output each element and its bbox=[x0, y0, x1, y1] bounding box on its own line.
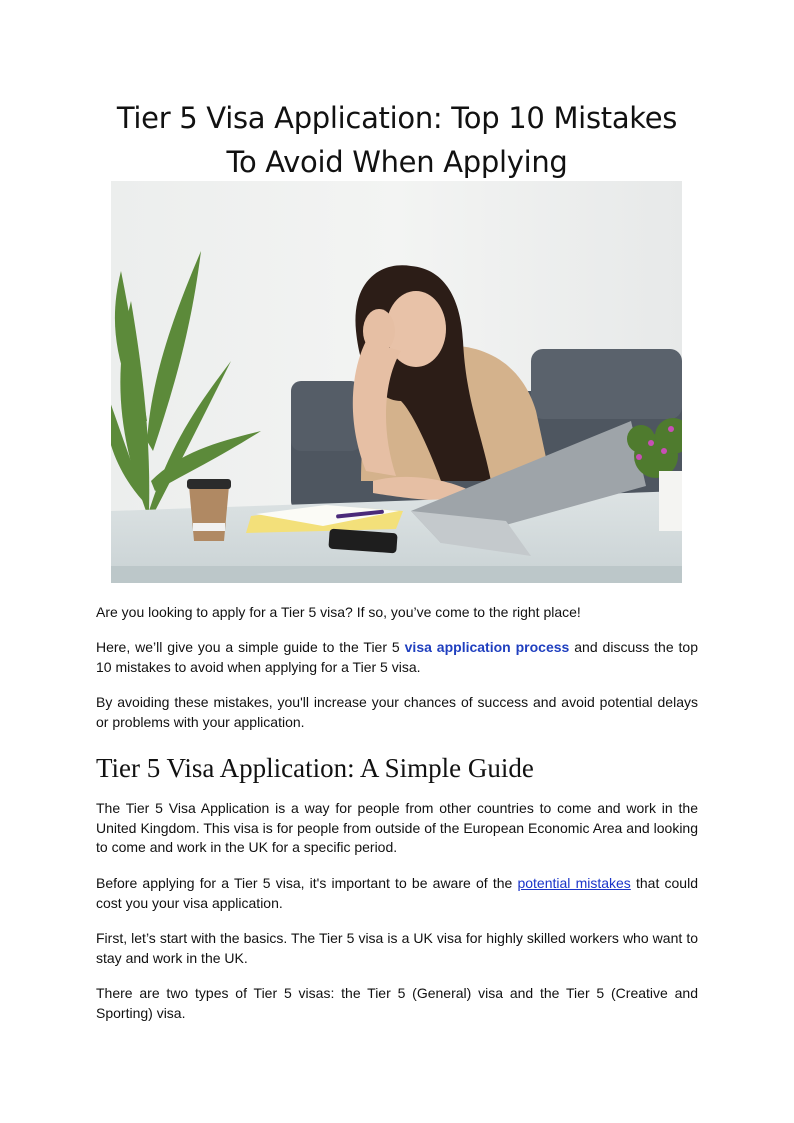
title-line-2: To Avoid When Applying bbox=[226, 145, 568, 179]
intro-paragraph-1: Are you looking to apply for a Tier 5 visa? If so, you’ve come to the right place! bbox=[96, 604, 581, 620]
intro-paragraph-2 bbox=[96, 638, 698, 677]
section-p2-text-after: that could cost you your visa application. bbox=[96, 875, 698, 911]
woman-at-laptop-stressed-photo-icon bbox=[111, 181, 682, 583]
title-line-1: Tier 5 Visa Application: Top 10 Mistakes bbox=[116, 101, 678, 135]
potential-mistakes-link[interactable]: potential mistakes bbox=[517, 875, 631, 891]
intro-paragraph-3: By avoiding these mistakes, you'll increase your chances of success and avoid potential delays or problems with your application. bbox=[96, 694, 698, 730]
intro-p2-text-after: and discuss the top 10 mistakes to avoid when applying for a Tier 5 visa. bbox=[96, 639, 699, 675]
hero-image bbox=[111, 181, 682, 583]
intro-p2-text-before: Here, we’ll give you a simple guide to the Tier 5 bbox=[96, 639, 405, 655]
page-title bbox=[60, 96, 734, 184]
section-paragraph-3: First, let’s start with the basics. The Tier 5 visa is a UK visa for highly skilled workers who want to stay and work in the UK. bbox=[96, 930, 698, 966]
section-heading: Tier 5 Visa Application: A Simple Guide bbox=[96, 753, 534, 783]
section-paragraph-4: There are two types of Tier 5 visas: the Tier 5 (General) visa and the Tier 5 (Creative and Sporting) visa. bbox=[96, 985, 698, 1021]
section-p2-text-before: Before applying for a Tier 5 visa, it's important to be aware of the bbox=[96, 875, 518, 891]
visa-application-process-link[interactable]: visa application process bbox=[404, 639, 570, 655]
section-paragraph-1: The Tier 5 Visa Application is a way for people from other countries to come and work in the United Kingdom. This visa is for people from outside of the European Economic Area and looking to come and work in the UK for a specific period. bbox=[96, 800, 698, 856]
section-paragraph-2 bbox=[96, 874, 698, 913]
